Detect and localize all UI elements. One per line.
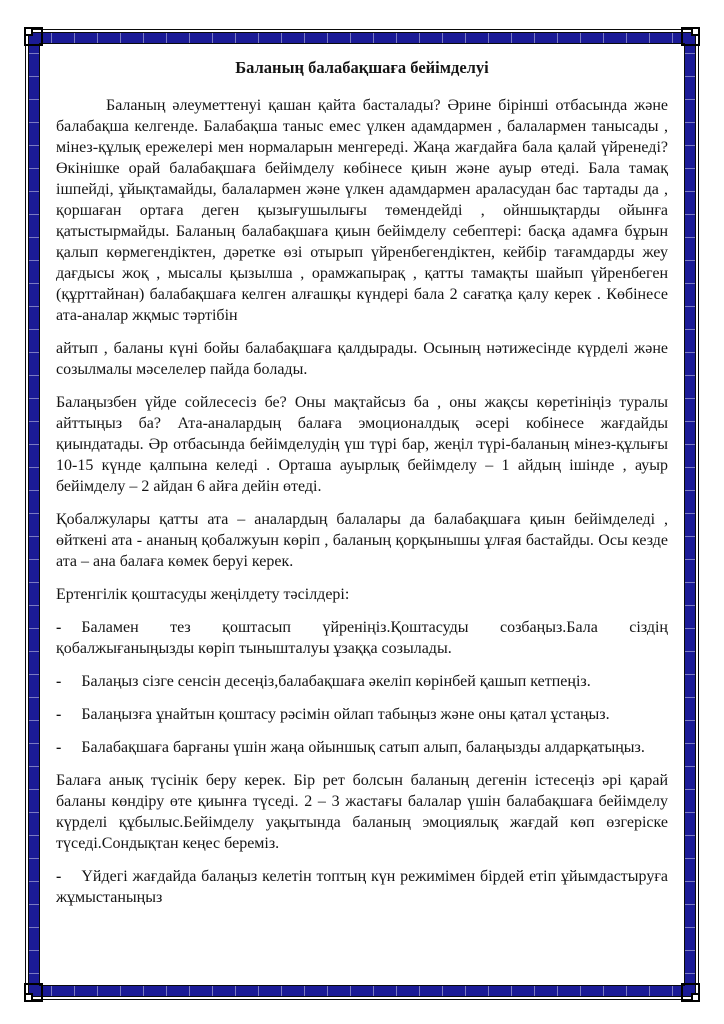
- bullet-text: Балаңызға ұнайтын қоштасу рәсімін ойлап табыңыз және оны қатал ұстаңыз.: [81, 706, 610, 723]
- border-navy-band: [28, 32, 696, 997]
- corner-small-square-icon: [24, 993, 33, 1002]
- document-content: [40, 44, 684, 908]
- corner-small-square-icon: [24, 27, 33, 36]
- bullet-text: Балабақшаға барғаны үшін жаңа ойыншық сатып алып, балаңызды алдарқатыңыз.: [81, 739, 645, 756]
- decorative-border: [25, 29, 699, 1000]
- bullet-item: [56, 617, 668, 659]
- paragraph: Қобалжулары қатты ата – аналардың балалары да балабақшаға қиын бейімделеді , өйткені ата - ананың қобалжуын көріп , баланың қорқынышы ұлғая бастайды. Осы кезде ата – ана балаға көмек беруі керек.: [56, 511, 668, 570]
- bullet-item: [56, 671, 668, 692]
- paragraph: Балаңызбен үйде сойлесесіз бе? Оны мақтайсыз ба , оны жақсы көретініңіз туралы айттыңыз ба? Ата-аналардың балаға эмоционалдық әсері кобінесе жағдайды қиындатады. Әр отбасында бейімделудің үш түрі бар, жеңіл түрі-баланың мінез-құлығы 10-15 күнде қалпына келеді . Орташа ауырлық бейімделу – 1 айдың ішінде , ауыр бейімделу – 2 айдан 6 айға дейін өтеді.: [56, 394, 668, 495]
- document-body: [56, 95, 668, 908]
- bullet-text: Баламен тез қоштасып үйреніңіз.Қоштасуды созбаңыз.Бала сіздің қобалжығаныңызды көріп тынышталуы ұзаққа созылады.: [56, 619, 668, 657]
- corner-small-square-icon: [691, 27, 700, 36]
- bullet-text: Балаңыз сізге сенсін десеңіз,балабақшаға әкеліп көрінбей қашып кетпеңіз.: [81, 673, 591, 690]
- document-area: [39, 43, 685, 986]
- bullet-item: [56, 737, 668, 758]
- corner-ornament-top-left: [24, 27, 43, 46]
- bullet-dash: -: [56, 868, 62, 885]
- paragraph: Ертенгілік қоштасуды жеңілдету тәсілдері:: [56, 586, 350, 603]
- paragraph: айтып , баланы күні бойы балабақшаға қалдырады. Осының нәтижесінде күрделі және созылмалы мәселелер пайда болады.: [56, 340, 668, 378]
- corner-ornament-bottom-left: [24, 983, 43, 1002]
- paragraph: Баланың әлеуметтенуі қашан қайта басталады? Әрине бірінші отбасында және балабақша келгенде. Балабақша таныс емес үлкен адамдармен , балалармен танысады , мінез-құлық ережелері мен нормаларын менгереді. Жаңа жағдайға бала қалай үйренеді? Өкінішке орай балабақшаға бейімделу көбінесе қиын және ауыр өтеді. Бала тамақ ішпейді, ұйықтамайды, балалармен және үлкен адамдармен араласудан бас тартады да , қоршаған ортаға деген қызығушылығы төмендейді , ойншықтарды ойынға қатыстырмайды. Баланың балабақшаға қиын бейімделу себептері: басқа адамға бұрын қалып көрмегендіктен, дәретке өзі отырып үйренбегендіктен, кейбір тағамдарды жеу дағдысы жоқ , мысалы қызылша , орамжапырақ , қатты тамақты шайып үйренбеген (құрттайнан) балабақшаға келген алғашқы күндері бала 2 сағатқа қалу керек . Көбінесе ата-аналар жқмыс тәртібін: [56, 97, 668, 324]
- bullet-item: [56, 866, 668, 908]
- paragraph: Балаға анық түсінік беру керек. Бір рет болсын баланың дегенін істесеңіз әрі қарай баланы көндіру өте қиынға түседі. 2 – 3 жастағы балалар үшін балабақшаға бейімделу күрделі құбылыс.Бейімделу уақытында баланың эмоциялық жағдай көп өзгеріске түседі.Сондықтан кеңес береміз.: [56, 772, 668, 852]
- corner-ornament-top-right: [681, 27, 700, 46]
- document-title: Баланың балабақшаға бейімделуі: [235, 58, 489, 77]
- corner-ornament-bottom-right: [681, 983, 700, 1002]
- bullet-dash: -: [56, 739, 62, 756]
- bullet-text: Үйдегі жағдайда балаңыз келетін топтың күн режимімен бірдей етіп ұйымдастыруға жұмыстаныңыз: [56, 868, 668, 906]
- bullet-dash: -: [56, 619, 62, 636]
- bullet-dash: -: [56, 673, 62, 690]
- bullet-dash: -: [56, 706, 62, 723]
- corner-small-square-icon: [691, 993, 700, 1002]
- bullet-item: [56, 704, 668, 725]
